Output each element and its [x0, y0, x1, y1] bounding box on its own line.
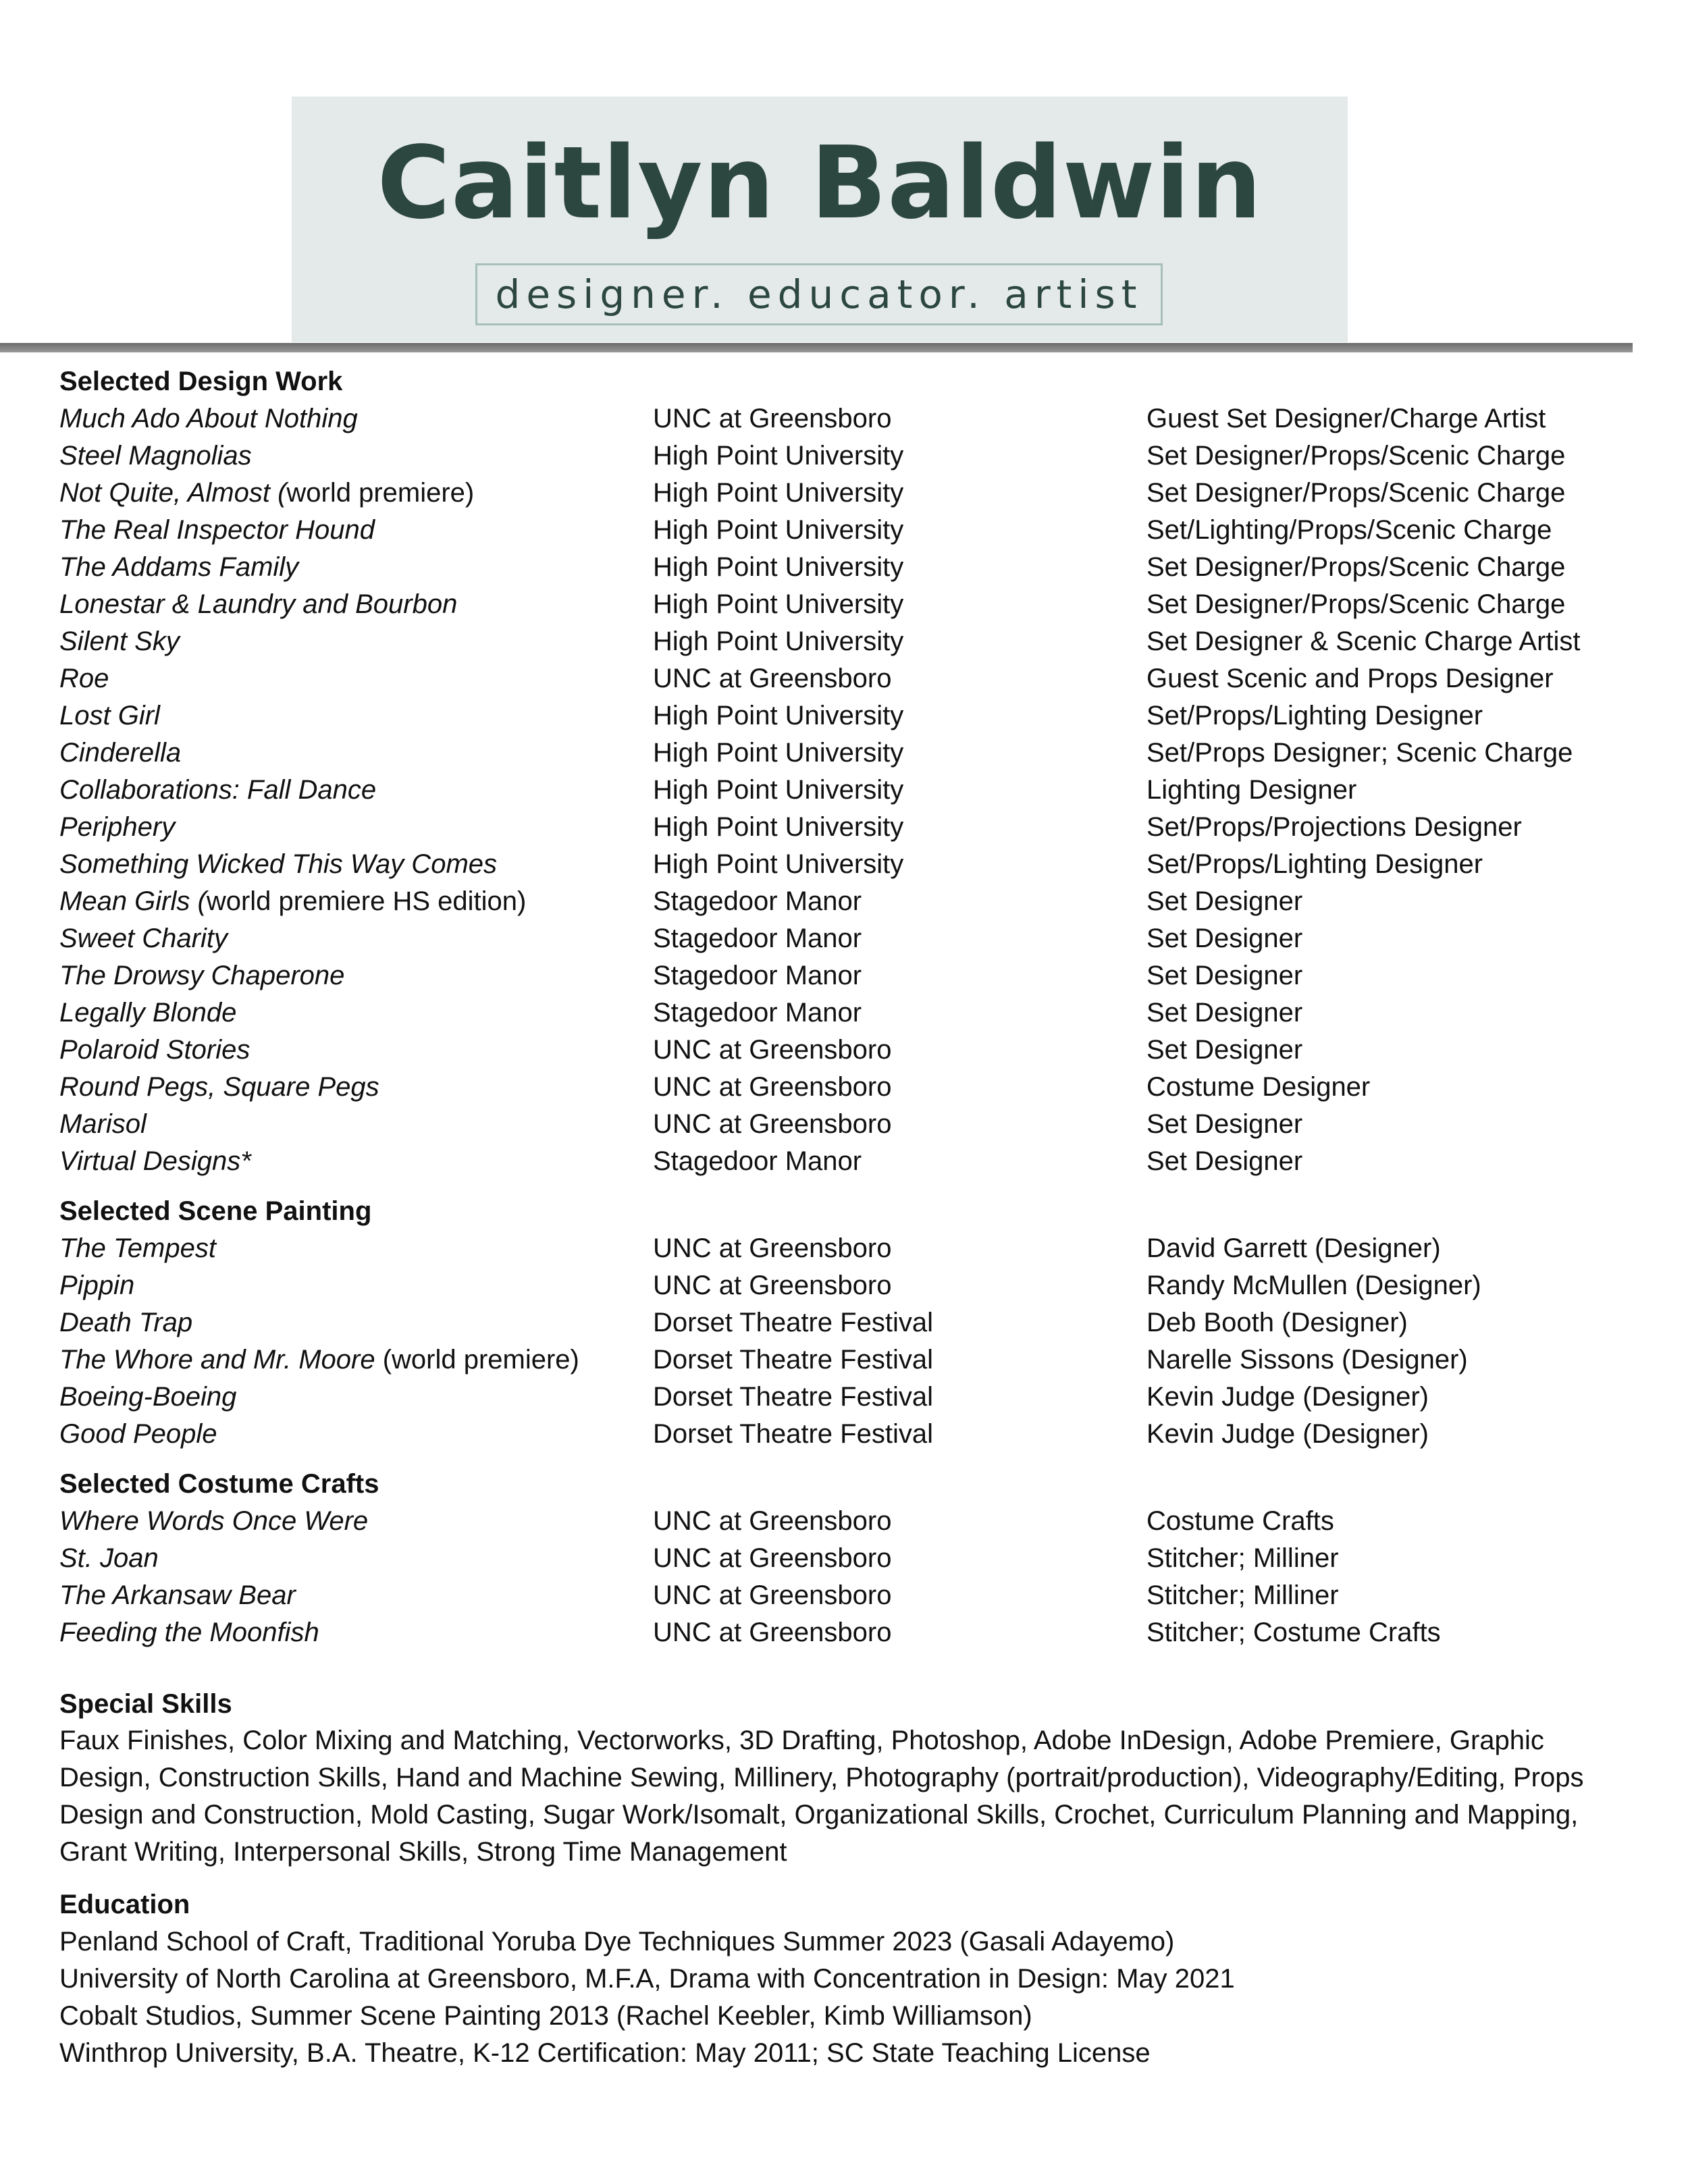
design-row-role: Set Designer & Scenic Charge Artist [1146, 627, 1581, 656]
painting-row-venue: UNC at Greensboro [653, 1271, 892, 1300]
production-title: Lonestar & Laundry and Bourbon [59, 589, 458, 619]
design-row-role: Guest Set Designer/Charge Artist [1146, 404, 1546, 433]
design-row-role: Set/Props/Lighting Designer [1146, 849, 1483, 879]
design-row-title [59, 585, 457, 623]
design-row-title [59, 771, 376, 809]
design-row-venue: UNC at Greensboro [653, 1109, 892, 1139]
production-title: Round Pegs, Square Pegs [59, 1072, 379, 1102]
costume-row-title [59, 1502, 368, 1540]
production-title: Something Wicked This Way Comes [59, 849, 498, 879]
costume-row-title [59, 1614, 319, 1651]
production-title: Lost Girl [59, 701, 160, 730]
painting-section-title: Selected Scene Painting [59, 1196, 372, 1226]
painting-row-role: Narelle Sissons (Designer) [1146, 1345, 1468, 1375]
production-note: (world premiere) [375, 1345, 579, 1375]
production-title: The Real Inspector Hound [59, 515, 375, 545]
production-title: Much Ado About Nothing [59, 404, 358, 433]
painting-row-role: Randy McMullen (Designer) [1146, 1271, 1481, 1300]
production-title: Boeing-Boeing [59, 1382, 237, 1412]
design-row-title [59, 734, 181, 772]
design-row-title [59, 1105, 147, 1143]
design-row-title [59, 845, 497, 883]
education-item: University of North Carolina at Greensboro, M.F.A, Drama with Concentration in Design: May 2021 [59, 1964, 1235, 1994]
design-row-title [59, 882, 526, 920]
education-item: Winthrop University, B.A. Theatre, K-12 Certification: May 2011; SC State Teaching License [59, 2038, 1151, 2068]
production-title: Sweet Charity [59, 924, 228, 953]
design-row-venue: Stagedoor Manor [653, 961, 862, 990]
production-title: The Arkansaw Bear [59, 1580, 296, 1610]
production-title: Where Words Once Were [59, 1506, 369, 1536]
education-item: Cobalt Studios, Summer Scene Painting 2013 (Rachel Keebler, Kimb Williamson) [59, 2001, 1032, 2031]
design-row-venue: Stagedoor Manor [653, 924, 862, 953]
production-title: Polaroid Stories [59, 1035, 250, 1065]
painting-row-title [59, 1341, 579, 1379]
design-row-role: Set Designer [1146, 998, 1303, 1028]
costume-row-role: Stitcher; Milliner [1146, 1543, 1339, 1573]
education-item: Penland School of Craft, Traditional Yoruba Dye Techniques Summer 2023 (Gasali Adayemo) [59, 1927, 1175, 1956]
design-row-title [59, 1068, 379, 1106]
design-row-role: Set Designer/Props/Scenic Charge [1146, 589, 1566, 619]
production-title: Pippin [59, 1271, 135, 1300]
design-row-venue: UNC at Greensboro [653, 404, 892, 433]
design-row-title [59, 400, 358, 437]
design-row-role: Set Designer [1146, 1109, 1303, 1139]
skills-text: Faux Finishes, Color Mixing and Matching, Vectorworks, 3D Drafting, Photoshop, Adobe InDesign, Adobe Premiere, Graphic Design, Construction Skills, Hand and Machine Sewing, Millinery, Photography (portrait/production), Videography/Editing, Props Design and Construction, Mold Casting, Sugar Work/Isomalt, Organizational Skills, Crochet, Curriculum Planning and Mapping, Grant Writing, Interpersonal Skills, Strong Time Management [59, 1726, 1584, 1867]
costume-row-title [59, 1539, 159, 1577]
painting-row-venue: Dorset Theatre Festival [653, 1308, 933, 1337]
production-title: Cinderella [59, 738, 182, 768]
design-row-role: Set/Props/Lighting Designer [1146, 701, 1483, 730]
painting-row-role: David Garrett (Designer) [1146, 1233, 1441, 1263]
production-title: Not Quite, Almost ( [59, 478, 287, 508]
design-row-venue: Stagedoor Manor [653, 886, 862, 916]
design-row-role: Set Designer [1146, 1035, 1303, 1065]
production-title: Virtual Designs* [59, 1146, 251, 1176]
production-title: Good People [59, 1419, 217, 1449]
design-row-title [59, 920, 228, 957]
production-title: Feeding the Moonfish [59, 1618, 319, 1647]
design-row-title [59, 1031, 250, 1069]
design-row-venue: Stagedoor Manor [653, 1146, 862, 1176]
design-row-title [59, 474, 474, 512]
painting-row-title [59, 1378, 236, 1416]
design-row-venue: High Point University [653, 738, 904, 768]
design-row-title [59, 1142, 251, 1180]
production-title: Marisol [59, 1109, 147, 1139]
design-row-role: Set Designer [1146, 924, 1303, 953]
header-divider [0, 343, 1633, 352]
education-section-title: Education [59, 1890, 190, 1919]
design-row-venue: Stagedoor Manor [653, 998, 862, 1028]
design-row-role: Set Designer [1146, 1146, 1303, 1176]
design-row-title [59, 697, 160, 735]
resume-name: Caitlyn Baldwin [377, 125, 1263, 241]
painting-row-role: Deb Booth (Designer) [1146, 1308, 1408, 1337]
design-row-role: Set Designer/Props/Scenic Charge [1146, 441, 1566, 471]
design-row-venue: High Point University [653, 627, 904, 656]
design-row-title [59, 511, 375, 549]
production-note: world premiere HS edition) [206, 886, 527, 916]
skills-section-title: Special Skills [59, 1689, 232, 1719]
production-title: Periphery [59, 812, 176, 842]
design-row-venue: High Point University [653, 775, 904, 805]
production-title: Roe [59, 664, 109, 693]
design-row-role: Set Designer [1146, 961, 1303, 990]
design-row-title [59, 548, 298, 586]
header-banner [292, 97, 1348, 342]
design-row-venue: High Point University [653, 812, 904, 842]
design-row-title [59, 994, 236, 1032]
design-row-title [59, 437, 252, 475]
design-row-role: Guest Scenic and Props Designer [1146, 664, 1554, 693]
painting-row-venue: Dorset Theatre Festival [653, 1419, 933, 1449]
design-row-venue: High Point University [653, 552, 904, 582]
production-title: Collaborations: Fall Dance [59, 775, 377, 805]
design-row-role: Set Designer [1146, 886, 1303, 916]
tagline: designer. educator. artist [475, 263, 1163, 325]
costume-row-venue: UNC at Greensboro [653, 1506, 892, 1536]
costume-row-venue: UNC at Greensboro [653, 1618, 892, 1647]
design-row-role: Set Designer/Props/Scenic Charge [1146, 478, 1566, 508]
design-row-venue: High Point University [653, 849, 904, 879]
design-row-venue: UNC at Greensboro [653, 1072, 892, 1102]
production-title: Silent Sky [59, 627, 180, 656]
costume-section-title: Selected Costume Crafts [59, 1469, 379, 1499]
production-title: The Drowsy Chaperone [59, 961, 345, 990]
production-title: Legally Blonde [59, 998, 237, 1028]
production-title: Steel Magnolias [59, 441, 252, 471]
design-row-venue: UNC at Greensboro [653, 1035, 892, 1065]
painting-row-title [59, 1304, 192, 1341]
production-title: Mean Girls ( [59, 886, 207, 916]
design-section-title: Selected Design Work [59, 367, 343, 396]
painting-row-role: Kevin Judge (Designer) [1146, 1382, 1429, 1412]
design-row-title [59, 957, 344, 994]
production-title: St. Joan [59, 1543, 159, 1573]
design-row-role: Set Designer/Props/Scenic Charge [1146, 552, 1566, 582]
design-row-role: Set/Props Designer; Scenic Charge [1146, 738, 1573, 768]
design-row-role: Set/Props/Projections Designer [1146, 812, 1522, 842]
painting-row-venue: UNC at Greensboro [653, 1233, 892, 1263]
production-note: world premiere) [286, 478, 475, 508]
production-title: The Tempest [59, 1233, 216, 1263]
painting-row-venue: Dorset Theatre Festival [653, 1345, 933, 1375]
costume-row-venue: UNC at Greensboro [653, 1580, 892, 1610]
design-row-venue: High Point University [653, 478, 904, 508]
production-title: The Whore and Mr. Moore [59, 1345, 375, 1375]
costume-row-role: Costume Crafts [1146, 1506, 1334, 1536]
costume-row-venue: UNC at Greensboro [653, 1543, 892, 1573]
production-title: The Addams Family [59, 552, 299, 582]
costume-row-role: Stitcher; Costume Crafts [1146, 1618, 1441, 1647]
design-row-venue: High Point University [653, 701, 904, 730]
design-row-venue: High Point University [653, 589, 904, 619]
painting-row-title [59, 1229, 216, 1267]
costume-row-title [59, 1576, 296, 1614]
design-row-role: Lighting Designer [1146, 775, 1357, 805]
painting-row-title [59, 1415, 217, 1453]
painting-row-title [59, 1267, 134, 1304]
production-title: Death Trap [59, 1308, 193, 1337]
design-row-venue: UNC at Greensboro [653, 664, 892, 693]
design-row-title [59, 808, 175, 846]
design-row-title [59, 660, 109, 697]
painting-row-role: Kevin Judge (Designer) [1146, 1419, 1429, 1449]
design-row-venue: High Point University [653, 441, 904, 471]
design-row-role: Costume Designer [1146, 1072, 1371, 1102]
costume-row-role: Stitcher; Milliner [1146, 1580, 1339, 1610]
painting-row-venue: Dorset Theatre Festival [653, 1382, 933, 1412]
design-row-title [59, 622, 180, 660]
design-row-role: Set/Lighting/Props/Scenic Charge [1146, 515, 1552, 545]
design-row-venue: High Point University [653, 515, 904, 545]
